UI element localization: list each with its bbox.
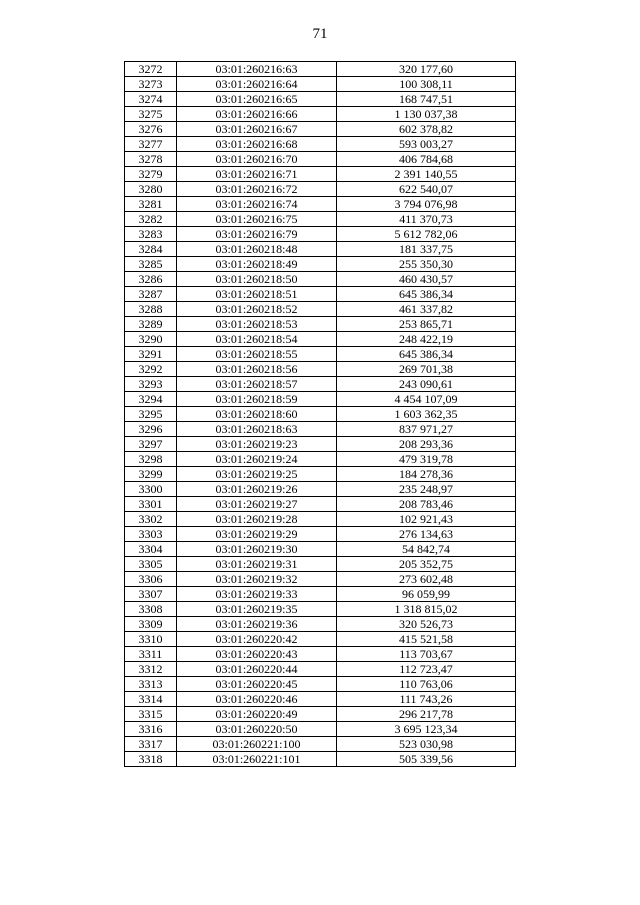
row-number-cell: 3311: [125, 647, 177, 662]
cadastral-number-cell: 03:01:260219:36: [177, 617, 337, 632]
table-row: [125, 182, 516, 197]
cadastral-number-cell: 03:01:260219:35: [177, 602, 337, 617]
cadastral-number-cell: 03:01:260218:48: [177, 242, 337, 257]
row-number-cell: 3304: [125, 542, 177, 557]
value-cell: 276 134,63: [337, 527, 516, 542]
table-row: [125, 107, 516, 122]
cadastral-number-cell: 03:01:260218:63: [177, 422, 337, 437]
table-row: [125, 617, 516, 632]
table-row: [125, 587, 516, 602]
cadastral-number-cell: 03:01:260216:66: [177, 107, 337, 122]
table-row: [125, 122, 516, 137]
table-row: [125, 512, 516, 527]
cadastral-number-cell: 03:01:260219:25: [177, 467, 337, 482]
cadastral-number-cell: 03:01:260216:67: [177, 122, 337, 137]
row-number-cell: 3279: [125, 167, 177, 182]
value-cell: 100 308,11: [337, 77, 516, 92]
cadastral-number-cell: 03:01:260219:27: [177, 497, 337, 512]
cadastral-number-cell: 03:01:260220:49: [177, 707, 337, 722]
table-row: [125, 212, 516, 227]
table-row: [125, 437, 516, 452]
value-cell: 2 391 140,55: [337, 167, 516, 182]
cadastral-number-cell: 03:01:260220:44: [177, 662, 337, 677]
value-cell: 208 783,46: [337, 497, 516, 512]
cadastral-number-cell: 03:01:260218:57: [177, 377, 337, 392]
table-row: [125, 242, 516, 257]
cadastral-number-cell: 03:01:260216:72: [177, 182, 337, 197]
table-row: [125, 62, 516, 77]
cadastral-number-cell: 03:01:260218:51: [177, 287, 337, 302]
table-row: [125, 692, 516, 707]
row-number-cell: 3308: [125, 602, 177, 617]
table-row: [125, 482, 516, 497]
row-number-cell: 3312: [125, 662, 177, 677]
value-cell: 113 703,67: [337, 647, 516, 662]
value-cell: 505 339,56: [337, 752, 516, 767]
table-row: [125, 572, 516, 587]
value-cell: 645 386,34: [337, 347, 516, 362]
cadastral-number-cell: 03:01:260221:100: [177, 737, 337, 752]
cadastral-number-cell: 03:01:260220:43: [177, 647, 337, 662]
table-row: [125, 707, 516, 722]
row-number-cell: 3300: [125, 482, 177, 497]
row-number-cell: 3317: [125, 737, 177, 752]
row-number-cell: 3296: [125, 422, 177, 437]
table-body: [125, 62, 516, 767]
table-row: [125, 197, 516, 212]
value-cell: 645 386,34: [337, 287, 516, 302]
value-cell: 479 319,78: [337, 452, 516, 467]
cadastral-number-cell: 03:01:260219:31: [177, 557, 337, 572]
row-number-cell: 3286: [125, 272, 177, 287]
row-number-cell: 3306: [125, 572, 177, 587]
table-row: [125, 77, 516, 92]
cadastral-number-cell: 03:01:260220:42: [177, 632, 337, 647]
table-row: [125, 407, 516, 422]
value-cell: 235 248,97: [337, 482, 516, 497]
row-number-cell: 3298: [125, 452, 177, 467]
table-row: [125, 677, 516, 692]
cadastral-number-cell: 03:01:260216:65: [177, 92, 337, 107]
row-number-cell: 3288: [125, 302, 177, 317]
cadastral-number-cell: 03:01:260219:28: [177, 512, 337, 527]
value-cell: 622 540,07: [337, 182, 516, 197]
value-cell: 3 695 123,34: [337, 722, 516, 737]
value-cell: 269 701,38: [337, 362, 516, 377]
row-number-cell: 3315: [125, 707, 177, 722]
cadastral-number-cell: 03:01:260216:64: [177, 77, 337, 92]
value-cell: 111 743,26: [337, 692, 516, 707]
cadastral-number-cell: 03:01:260219:33: [177, 587, 337, 602]
row-number-cell: 3292: [125, 362, 177, 377]
value-cell: 208 293,36: [337, 437, 516, 452]
table-row: [125, 557, 516, 572]
row-number-cell: 3287: [125, 287, 177, 302]
cadastral-number-cell: 03:01:260216:70: [177, 152, 337, 167]
value-cell: 320 526,73: [337, 617, 516, 632]
cadastral-number-cell: 03:01:260219:29: [177, 527, 337, 542]
table-row: [125, 377, 516, 392]
row-number-cell: 3294: [125, 392, 177, 407]
value-cell: 181 337,75: [337, 242, 516, 257]
cadastral-number-cell: 03:01:260216:71: [177, 167, 337, 182]
table-row: [125, 347, 516, 362]
value-cell: 273 602,48: [337, 572, 516, 587]
cadastral-number-cell: 03:01:260218:55: [177, 347, 337, 362]
value-cell: 460 430,57: [337, 272, 516, 287]
row-number-cell: 3310: [125, 632, 177, 647]
table-row: [125, 452, 516, 467]
row-number-cell: 3284: [125, 242, 177, 257]
value-cell: 243 090,61: [337, 377, 516, 392]
value-cell: 523 030,98: [337, 737, 516, 752]
row-number-cell: 3305: [125, 557, 177, 572]
value-cell: 837 971,27: [337, 422, 516, 437]
cadastral-number-cell: 03:01:260219:32: [177, 572, 337, 587]
row-number-cell: 3280: [125, 182, 177, 197]
row-number-cell: 3316: [125, 722, 177, 737]
row-number-cell: 3277: [125, 137, 177, 152]
row-number-cell: 3290: [125, 332, 177, 347]
cadastral-number-cell: 03:01:260218:60: [177, 407, 337, 422]
row-number-cell: 3274: [125, 92, 177, 107]
value-cell: 4 454 107,09: [337, 392, 516, 407]
row-number-cell: 3282: [125, 212, 177, 227]
cadastral-number-cell: 03:01:260220:45: [177, 677, 337, 692]
table-row: [125, 362, 516, 377]
value-cell: 3 794 076,98: [337, 197, 516, 212]
row-number-cell: 3302: [125, 512, 177, 527]
value-cell: 1 603 362,35: [337, 407, 516, 422]
cadastral-number-cell: 03:01:260216:79: [177, 227, 337, 242]
table-row: [125, 602, 516, 617]
row-number-cell: 3285: [125, 257, 177, 272]
value-cell: 205 352,75: [337, 557, 516, 572]
table-row: [125, 542, 516, 557]
table-row: [125, 92, 516, 107]
table-row: [125, 317, 516, 332]
value-cell: 1 130 037,38: [337, 107, 516, 122]
table-row: [125, 332, 516, 347]
value-cell: 1 318 815,02: [337, 602, 516, 617]
value-cell: 5 612 782,06: [337, 227, 516, 242]
table-row: [125, 752, 516, 767]
table-row: [125, 392, 516, 407]
cadastral-number-cell: 03:01:260218:49: [177, 257, 337, 272]
value-cell: 602 378,82: [337, 122, 516, 137]
table-row: [125, 527, 516, 542]
table-row: [125, 152, 516, 167]
value-cell: 112 723,47: [337, 662, 516, 677]
table-row: [125, 227, 516, 242]
value-cell: 461 337,82: [337, 302, 516, 317]
cadastral-number-cell: 03:01:260216:68: [177, 137, 337, 152]
table-row: [125, 257, 516, 272]
value-cell: 406 784,68: [337, 152, 516, 167]
row-number-cell: 3276: [125, 122, 177, 137]
row-number-cell: 3275: [125, 107, 177, 122]
cadastral-number-cell: 03:01:260216:74: [177, 197, 337, 212]
page-number: 71: [312, 26, 328, 42]
cadastral-number-cell: 03:01:260221:101: [177, 752, 337, 767]
value-cell: 320 177,60: [337, 62, 516, 77]
row-number-cell: 3307: [125, 587, 177, 602]
cadastral-number-cell: 03:01:260218:53: [177, 317, 337, 332]
cadastral-number-cell: 03:01:260216:63: [177, 62, 337, 77]
cadastral-number-cell: 03:01:260218:54: [177, 332, 337, 347]
cadastral-number-cell: 03:01:260216:75: [177, 212, 337, 227]
row-number-cell: 3309: [125, 617, 177, 632]
row-number-cell: 3299: [125, 467, 177, 482]
cadastral-number-cell: 03:01:260218:56: [177, 362, 337, 377]
cadastral-number-cell: 03:01:260218:50: [177, 272, 337, 287]
row-number-cell: 3291: [125, 347, 177, 362]
row-number-cell: 3289: [125, 317, 177, 332]
table-row: [125, 632, 516, 647]
row-number-cell: 3283: [125, 227, 177, 242]
row-number-cell: 3301: [125, 497, 177, 512]
cadastral-number-cell: 03:01:260219:23: [177, 437, 337, 452]
value-cell: 296 217,78: [337, 707, 516, 722]
cadastral-number-cell: 03:01:260218:52: [177, 302, 337, 317]
table-row: [125, 287, 516, 302]
value-cell: 110 763,06: [337, 677, 516, 692]
value-cell: 184 278,36: [337, 467, 516, 482]
row-number-cell: 3318: [125, 752, 177, 767]
cadastral-number-cell: 03:01:260218:59: [177, 392, 337, 407]
table-row: [125, 662, 516, 677]
row-number-cell: 3293: [125, 377, 177, 392]
row-number-cell: 3303: [125, 527, 177, 542]
table-row: [125, 422, 516, 437]
value-cell: 96 059,99: [337, 587, 516, 602]
row-number-cell: 3273: [125, 77, 177, 92]
row-number-cell: 3313: [125, 677, 177, 692]
value-cell: 102 921,43: [337, 512, 516, 527]
cadastral-number-cell: 03:01:260220:50: [177, 722, 337, 737]
table-row: [125, 272, 516, 287]
value-cell: 411 370,73: [337, 212, 516, 227]
cadastral-number-cell: 03:01:260219:24: [177, 452, 337, 467]
row-number-cell: 3278: [125, 152, 177, 167]
value-cell: 255 350,30: [337, 257, 516, 272]
table-row: [125, 167, 516, 182]
table-row: [125, 137, 516, 152]
value-cell: 248 422,19: [337, 332, 516, 347]
value-cell: 54 842,74: [337, 542, 516, 557]
cadastral-number-cell: 03:01:260219:26: [177, 482, 337, 497]
cadastral-number-cell: 03:01:260220:46: [177, 692, 337, 707]
table-row: [125, 722, 516, 737]
value-cell: 415 521,58: [337, 632, 516, 647]
table-row: [125, 302, 516, 317]
row-number-cell: 3281: [125, 197, 177, 212]
value-cell: 168 747,51: [337, 92, 516, 107]
cadastral-number-cell: 03:01:260219:30: [177, 542, 337, 557]
row-number-cell: 3272: [125, 62, 177, 77]
table-row: [125, 647, 516, 662]
value-cell: 593 003,27: [337, 137, 516, 152]
row-number-cell: 3297: [125, 437, 177, 452]
value-cell: 253 865,71: [337, 317, 516, 332]
row-number-cell: 3314: [125, 692, 177, 707]
table-row: [125, 737, 516, 752]
table-row: [125, 497, 516, 512]
table-row: [125, 467, 516, 482]
row-number-cell: 3295: [125, 407, 177, 422]
data-table: [124, 61, 516, 767]
